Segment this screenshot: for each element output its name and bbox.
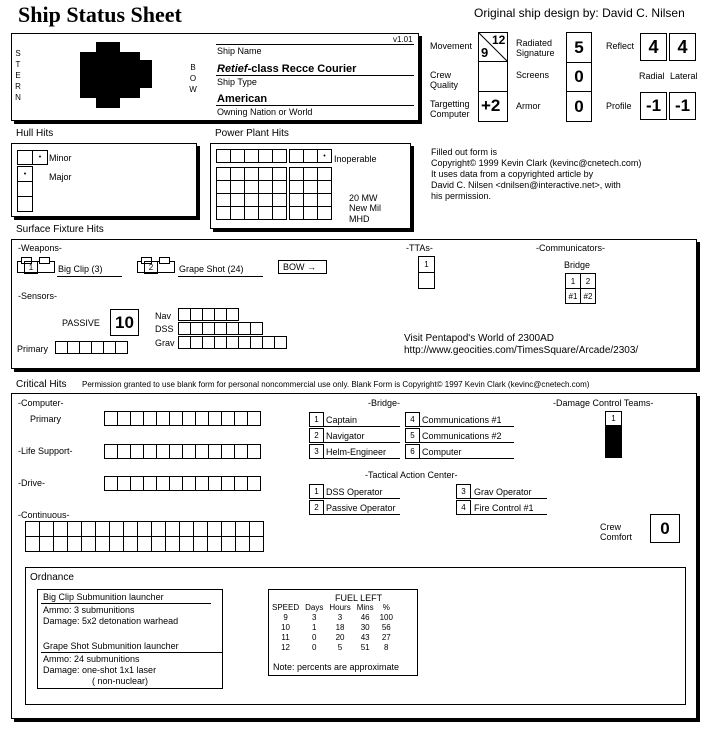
- grav-sensor-label: Grav: [155, 338, 175, 348]
- bridge-helm: Helm-Engineer: [326, 447, 387, 457]
- bridge-num: 6: [405, 444, 420, 459]
- ship-type-label: Ship Type: [217, 77, 257, 87]
- tac-num: 4: [456, 500, 471, 515]
- bridge-num: 4: [405, 412, 420, 427]
- bridge-num: 3: [309, 444, 324, 459]
- power-grid-a[interactable]: [216, 167, 286, 219]
- profile-value-b: -1: [669, 92, 696, 120]
- reflect-label: Reflect: [606, 41, 635, 51]
- tac-num: 3: [456, 484, 471, 499]
- power-plant-title: Power Plant Hits: [215, 128, 289, 139]
- reflect-value-b: 4: [669, 33, 696, 61]
- critical-hits-title: Critical Hits: [16, 379, 67, 390]
- passive-value: 10: [110, 309, 139, 336]
- fuel-header-cell: Days: [305, 603, 324, 612]
- profile-value-a: -1: [640, 92, 667, 120]
- weapon-1-number: 1: [24, 261, 38, 274]
- fuel-cell: 56: [381, 623, 391, 632]
- hull-hits-title: Hull Hits: [16, 128, 54, 139]
- comm-cell: #1: [565, 288, 581, 304]
- notes-line-3: It uses data from a copyrighted article by: [431, 169, 594, 179]
- ordnance-title: Ordnance: [30, 572, 74, 583]
- notes-line-4: David C. Nilsen <dnilsen@interactive.net>, with: [431, 180, 621, 190]
- fuel-cell: 3: [337, 613, 343, 622]
- arrow-right-icon: →: [307, 262, 317, 272]
- damage-control-heading: -Damage Control Teams-: [553, 398, 654, 408]
- ship-name-label: Ship Name: [217, 46, 262, 56]
- fuel-cell: 100: [379, 613, 393, 622]
- hull-minor-label: Minor: [49, 153, 72, 163]
- tac-heading: -Tactical Action Center-: [365, 470, 458, 480]
- reflect-value-a: 4: [640, 33, 667, 61]
- armor-value: 0: [574, 96, 584, 116]
- communicators-heading: -Communicators-: [536, 243, 606, 253]
- fuel-cell: 1: [312, 623, 317, 632]
- primary-sensor-label: Primary: [17, 344, 48, 354]
- dss-sensor-label: DSS: [155, 324, 174, 334]
- hull-major-label: Major: [49, 172, 72, 182]
- bridge-computer: Computer: [422, 447, 462, 457]
- sensors-heading: -Sensors-: [18, 291, 58, 301]
- fuel-cell: 18: [335, 623, 345, 632]
- fuel-header-cell: SPEED: [272, 603, 300, 612]
- movement-label: Movement: [430, 41, 473, 51]
- life-support-boxes[interactable]: [104, 444, 260, 459]
- comm-boxes[interactable]: [565, 273, 595, 303]
- dct-filled-indicator: [606, 426, 621, 457]
- big-clip-damage: Damage: 5x2 detonation warhead: [43, 616, 179, 626]
- bridge-heading: -Bridge-: [368, 398, 401, 408]
- targetting-value: +2: [481, 96, 501, 115]
- comm-cell: #2: [580, 288, 596, 304]
- notes-line-2: Copyright© 1999 Kevin Clark (kevinc@cnetech.com): [431, 158, 642, 168]
- comm-bridge-label: Bridge: [564, 260, 591, 270]
- bridge-navigator: Navigator: [326, 431, 365, 441]
- inoperable-label: Inoperable: [334, 154, 377, 164]
- targetting-label: Targetting Computer: [430, 99, 470, 119]
- grape-ammo: Ammo: 24 submunitions: [43, 654, 140, 664]
- notes-line-5: his permission.: [431, 191, 492, 201]
- page-title: Ship Status Sheet: [18, 2, 182, 27]
- fuel-row: [269, 613, 396, 623]
- version-label: v1.01: [393, 35, 413, 44]
- screens-value: 0: [574, 67, 584, 86]
- passive-label: PASSIVE: [62, 318, 100, 328]
- grav-sensor-boxes[interactable]: [178, 336, 286, 349]
- lateral-label: Lateral: [670, 71, 698, 81]
- tac-grav-operator: Grav Operator: [474, 487, 532, 497]
- movement-value-a: 9: [481, 45, 489, 60]
- weapon-2-label: Grape Shot (24): [179, 264, 244, 274]
- fuel-header-cell: Mins: [356, 603, 374, 612]
- ship-info-panel: [11, 33, 419, 121]
- fuel-header-cell: %: [382, 603, 390, 612]
- fuel-table: [269, 603, 417, 653]
- tac-fire-control: Fire Control #1: [474, 503, 534, 513]
- continuous-heading: -Continuous-: [18, 510, 70, 520]
- ship-silhouette-icon: [78, 42, 158, 108]
- nav-sensor-label: Nav: [155, 311, 172, 321]
- life-support-heading: -Life Support-: [18, 446, 73, 456]
- fuel-note: Note: percents are approximate: [273, 662, 400, 672]
- bridge-comms-1: Communications #1: [422, 415, 502, 425]
- visit-line-2: http://www.geocities.com/TimesSquare/Arcade/2303/: [404, 345, 639, 356]
- power-spec-3: MHD: [349, 214, 370, 224]
- notes-line-1: Filled out form is: [431, 147, 498, 157]
- ttas-heading: -TTAs-: [406, 243, 433, 253]
- power-spec-2: New Mil: [349, 203, 382, 213]
- comm-cell: 1: [565, 273, 581, 289]
- bridge-comms-2: Communications #2: [422, 431, 502, 441]
- drive-heading: -Drive-: [18, 478, 45, 488]
- grape-damage-note: ( non-nuclear): [92, 676, 149, 686]
- grape-damage: Damage: one-shot 1x1 laser: [43, 665, 157, 675]
- bow-direction-label: BOW →: [283, 262, 317, 272]
- comm-cell: 2: [580, 273, 596, 289]
- surface-fixture-title: Surface Fixture Hits: [16, 224, 104, 235]
- fuel-cell: 30: [360, 623, 370, 632]
- fuel-cell: 46: [360, 613, 370, 622]
- weapon-2-number: 2: [144, 261, 158, 274]
- hull-minor-boxes[interactable]: •: [17, 150, 47, 164]
- design-credit: Original ship design by: David C. Nilsen: [474, 6, 685, 20]
- computer-primary-boxes[interactable]: [104, 411, 260, 426]
- grape-title: Grape Shot Submunition launcher: [43, 641, 179, 651]
- power-grid-b[interactable]: [289, 167, 331, 219]
- bridge-num: 1: [309, 412, 324, 427]
- primary-sensor-boxes[interactable]: [55, 341, 127, 354]
- big-clip-title: Big Clip Submunition launcher: [43, 592, 164, 602]
- tac-num: 2: [309, 500, 324, 515]
- fuel-cell: 0: [312, 633, 317, 642]
- drive-boxes[interactable]: [104, 476, 260, 491]
- continuous-boxes[interactable]: [25, 521, 263, 551]
- fuel-left-title: FUEL LEFT: [335, 593, 383, 603]
- hull-major-boxes[interactable]: •: [17, 166, 32, 211]
- movement-value-b: 12: [492, 33, 506, 47]
- tac-num: 1: [309, 484, 324, 499]
- profile-label: Profile: [606, 101, 632, 111]
- power-top-row-b[interactable]: •: [289, 149, 331, 162]
- tac-dss-operator: DSS Operator: [326, 487, 383, 497]
- dss-sensor-boxes[interactable]: [178, 322, 262, 335]
- bridge-num: 5: [405, 428, 420, 443]
- stern-label: STERN: [15, 49, 21, 102]
- bridge-captain: Captain: [326, 415, 358, 425]
- fuel-cell: 3: [312, 613, 317, 622]
- visit-line-1: Visit Pentapod's World of 2300AD: [404, 333, 554, 344]
- radiated-label: Radiated Signature: [516, 38, 555, 58]
- crew-quality-label: Crew Quality: [430, 70, 459, 90]
- nation-label: Owning Nation or World: [217, 107, 313, 117]
- weapons-heading: -Weapons-: [18, 243, 62, 253]
- fuel-cell: 10: [281, 623, 291, 632]
- crew-comfort-value: 0: [650, 514, 680, 543]
- fuel-cell: 20: [335, 633, 345, 642]
- power-spec-1: 20 MW: [349, 193, 378, 203]
- weapon-1-label: Big Clip (3): [58, 264, 103, 274]
- bridge-num: 2: [309, 428, 324, 443]
- fuel-cell: 51: [360, 643, 370, 652]
- fuel-cell: 43: [360, 633, 370, 642]
- nation-value: American: [217, 93, 268, 105]
- screens-label: Screens: [516, 70, 550, 80]
- nav-sensor-boxes[interactable]: [178, 308, 238, 321]
- fuel-cell: 11: [281, 633, 290, 642]
- computer-primary-label: Primary: [30, 414, 61, 424]
- permission-note: Permission granted to use blank form for personal noncommercial use only. Blank Form is Copyright© 1997 Kevin Clark (kevinc@cnetech.com): [82, 380, 590, 389]
- fuel-cell: 9: [283, 613, 288, 622]
- tta-number: 1: [418, 256, 435, 273]
- radiated-value: 5: [574, 37, 584, 57]
- crew-comfort-label: Crew Comfort: [600, 522, 633, 542]
- fuel-row: [269, 633, 396, 643]
- fuel-cell: 0: [312, 643, 317, 652]
- power-top-row-a[interactable]: [216, 149, 286, 162]
- armor-label: Armor: [516, 101, 541, 111]
- fuel-row: [269, 643, 396, 653]
- tta-boxes[interactable]: [418, 256, 434, 288]
- bow-label: BOW: [189, 63, 197, 94]
- tac-passive-operator: Passive Operator: [326, 503, 396, 513]
- dct-number: 1: [605, 411, 622, 426]
- ship-type-value: Retief-class Recce Courier: [217, 63, 357, 75]
- big-clip-ammo: Ammo: 3 submunitions: [43, 605, 135, 615]
- fuel-cell: 5: [337, 643, 343, 652]
- fuel-header-cell: Hours: [329, 603, 351, 612]
- computer-heading: -Computer-: [18, 398, 64, 408]
- fuel-cell: 27: [381, 633, 391, 642]
- fuel-cell: 8: [384, 643, 389, 652]
- fuel-cell: 12: [281, 643, 291, 652]
- fuel-row: [269, 623, 396, 633]
- radial-label: Radial: [639, 71, 665, 81]
